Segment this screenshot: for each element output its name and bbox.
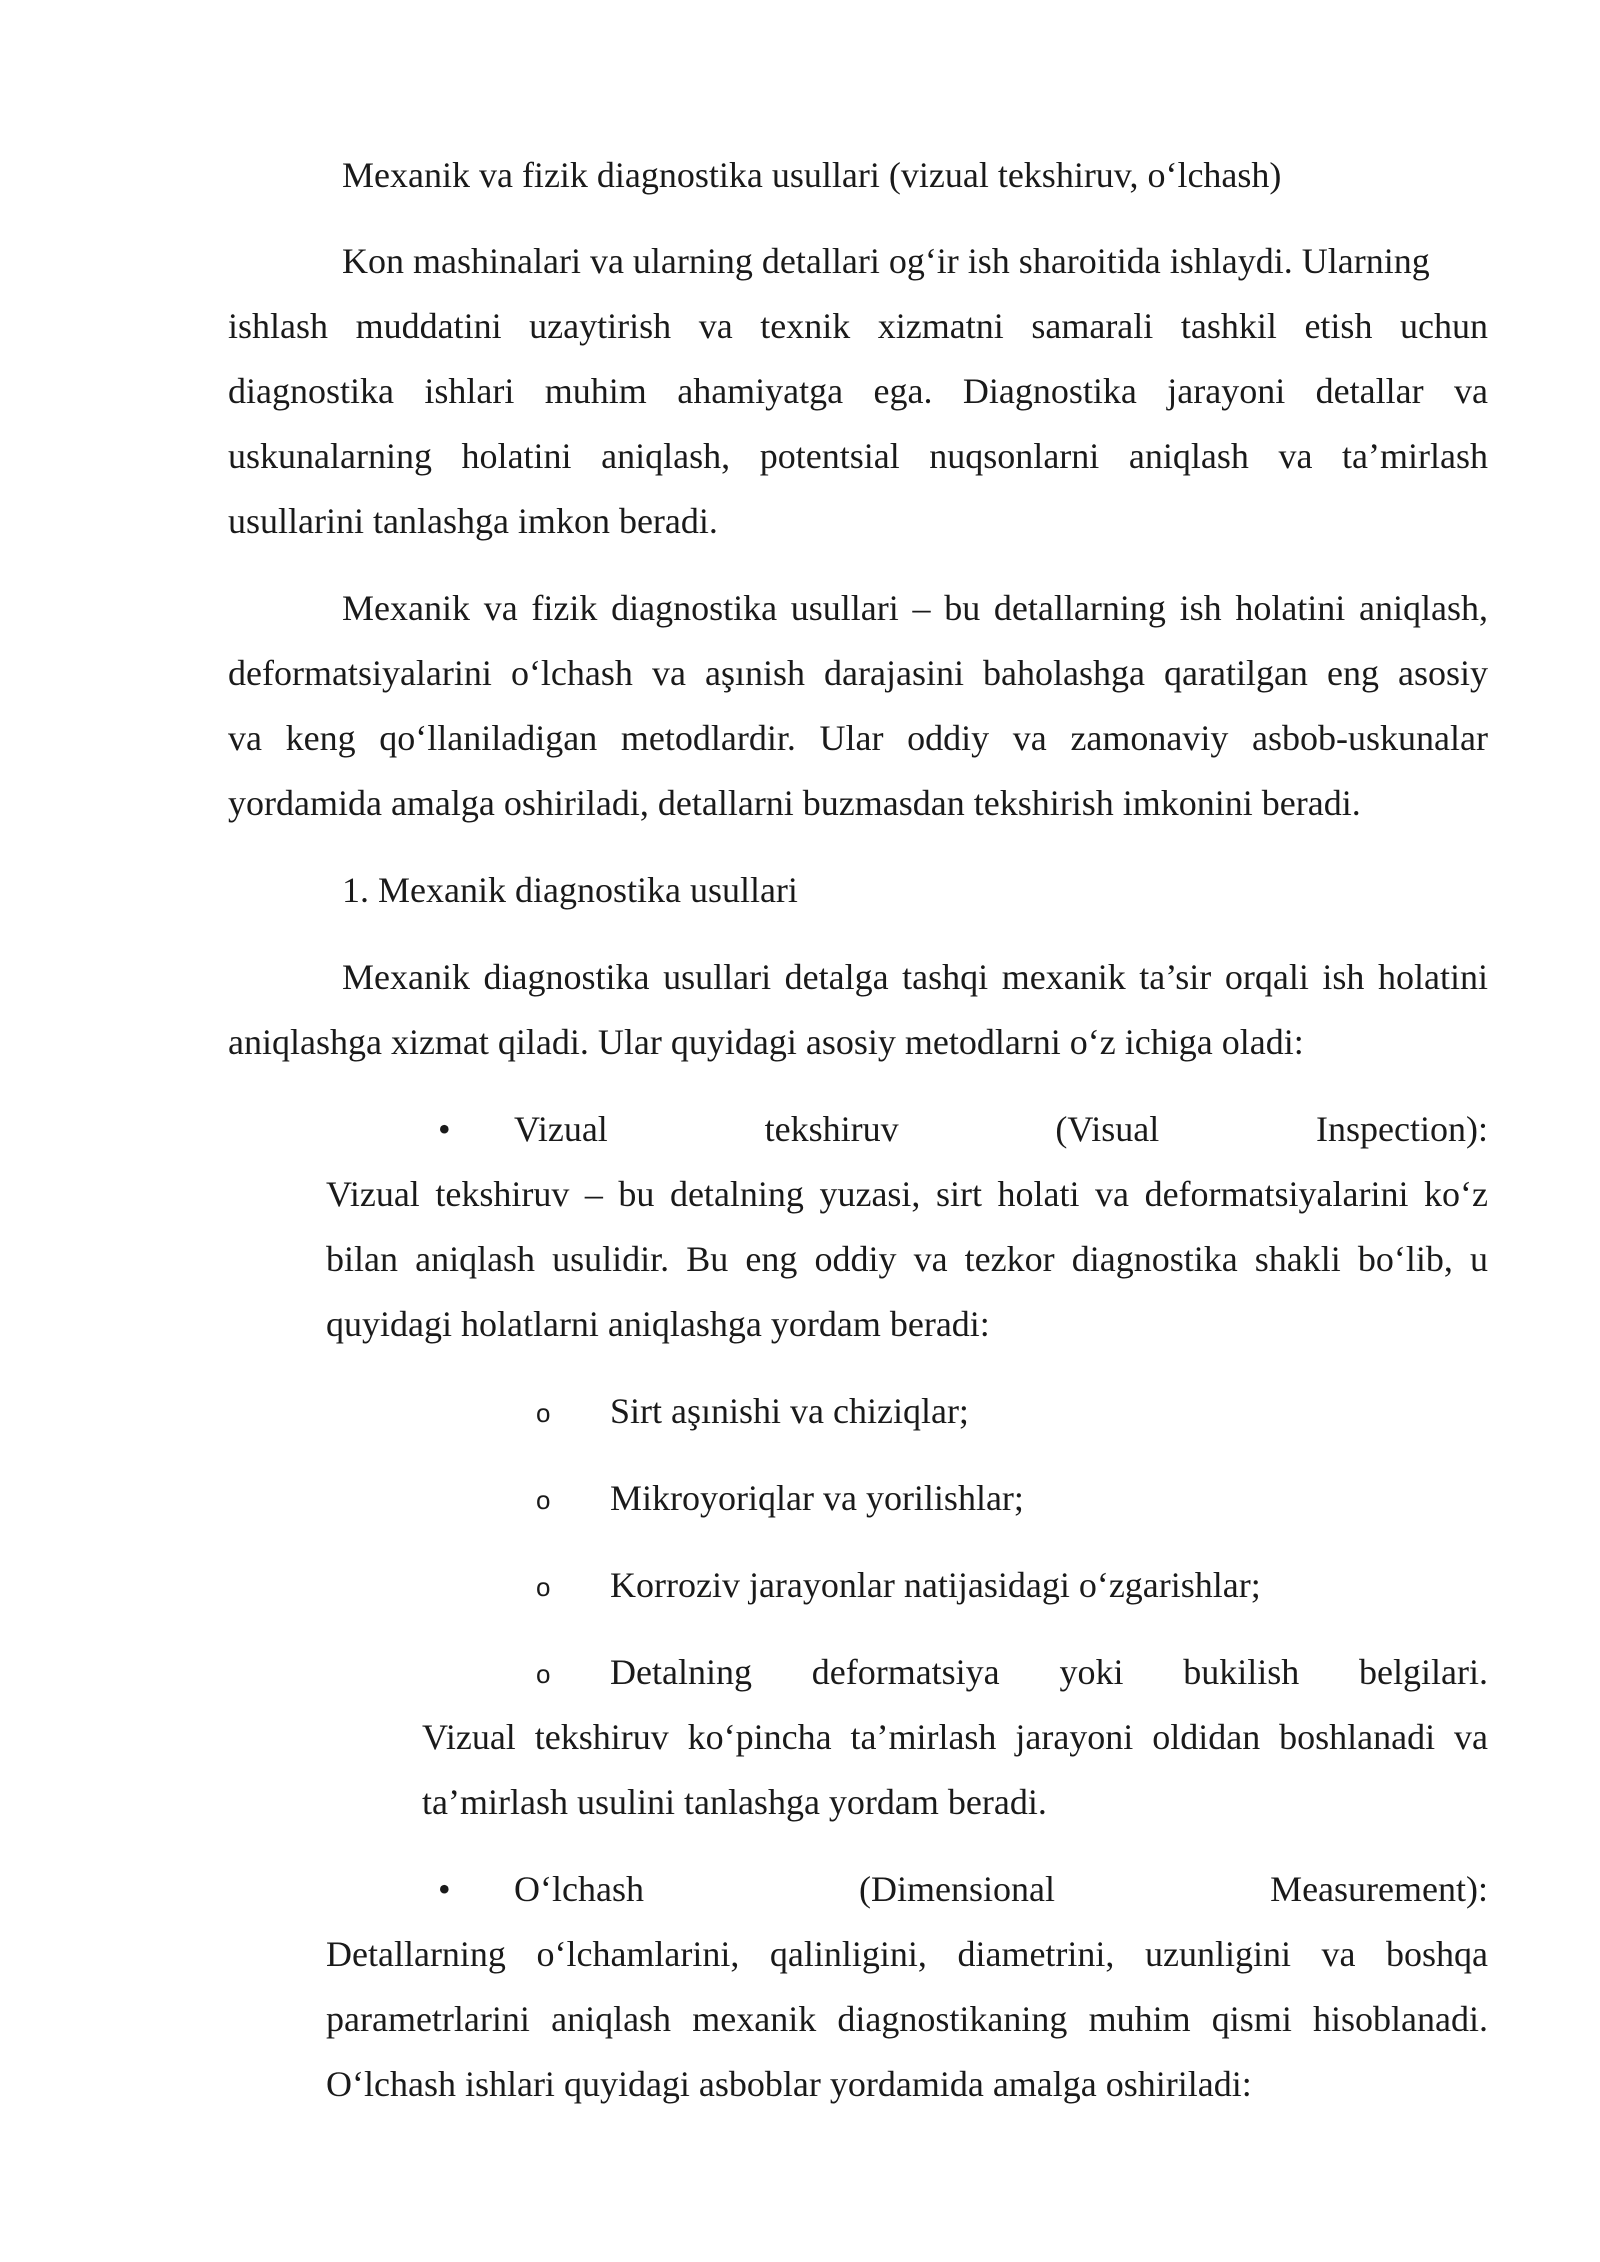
bullet-2-word-1: O‘lchash <box>514 1869 644 1909</box>
bullet-1-word-3: (Visual <box>1055 1109 1160 1149</box>
paragraph-3-line-1: Mexanik diagnostika usullari detalga tashqi mexanik ta’sir orqali ish holatini <box>342 957 1488 997</box>
bullet-2-line-2: Detallarning o‘lchamlarini, qalinligini, diametrini, uzunligini va boshqa <box>326 1934 1488 1974</box>
bullet-1-word-4: Inspection): <box>1316 1109 1488 1149</box>
sub-bullet-4-line-2: Vizual tekshiruv ko‘pincha ta’mirlash jarayoni oldidan boshlanadi va <box>422 1717 1488 1757</box>
paragraph-1-line-5: usullarini tanlashga imkon beradi. <box>228 501 718 541</box>
paragraph-2-line-1: Mexanik va fizik diagnostika usullari – bu detallarning ish holatini aniqlash, <box>342 588 1488 628</box>
bullet-marker: • <box>438 1109 451 1149</box>
paragraph-3-line-2: aniqlashga xizmat qiladi. Ular quyidagi asosiy metodlarni o‘z ichiga oladi: <box>228 1022 1304 1062</box>
bullet-1-word-1: Vizual <box>514 1109 608 1149</box>
bullet-1-title <box>514 1108 1488 1150</box>
paragraph-1-line-4: uskunalarning holatini aniqlash, potentsial nuqsonlarni aniqlash va ta’mirlash <box>228 436 1488 476</box>
text-line: Kon mashinalari va ularning detallari og‘ir ish sharoitida ishlaydi. Ularning <box>342 241 1430 281</box>
sub-bullet-marker: o <box>536 1485 551 1515</box>
bullet-1-line-2: Vizual tekshiruv – bu detalning yuzasi, sirt holati va deformatsiyalarini ko‘z <box>326 1174 1488 1214</box>
bullet-1-line-4: quyidagi holatlarni aniqlashga yordam beradi: <box>326 1304 990 1344</box>
paragraph-1-line-3: diagnostika ishlari muhim ahamiyatga ega. Diagnostika jarayoni detallar va <box>228 371 1488 411</box>
paragraph-2-line-3: va keng qo‘llaniladigan metodlardir. Ular oddiy va zamonaviy asbob-uskunalar <box>228 718 1488 758</box>
sub-bullet-marker: o <box>536 1572 551 1602</box>
paragraph-1-line-1 <box>342 240 1488 282</box>
sub-bullet-4-word-1: Detalning <box>610 1652 752 1692</box>
paragraph-2-line-2: deformatsiyalarini o‘lchash va aşınish darajasini baholashga qaratilgan eng asosiy <box>228 653 1488 693</box>
page-heading: Mexanik va fizik diagnostika usullari (vizual tekshiruv, o‘lchash) <box>342 155 1282 195</box>
sub-bullet-marker: o <box>536 1398 551 1428</box>
sub-bullet-4-line-1 <box>610 1651 1488 1693</box>
bullet-marker: • <box>438 1869 451 1909</box>
bullet-2-title <box>514 1868 1488 1910</box>
sub-bullet-4-line-3: ta’mirlash usulini tanlashga yordam beradi. <box>422 1782 1047 1822</box>
sub-bullet-4-word-2: deformatsiya <box>811 1652 1000 1692</box>
bullet-2-line-4: O‘lchash ishlari quyidagi asboblar yordamida amalga oshiriladi: <box>326 2064 1252 2104</box>
bullet-2-line-3: parametrlarini aniqlash mexanik diagnostikaning muhim qismi hisoblanadi. <box>326 1999 1488 2039</box>
bullet-2-word-3: Measurement): <box>1270 1869 1488 1909</box>
sub-bullet-4-word-5: belgilari. <box>1359 1652 1488 1692</box>
sub-bullet-1: Sirt aşınishi va chiziqlar; <box>610 1391 969 1431</box>
sub-bullet-3: Korroziv jarayonlar natijasidagi o‘zgarishlar; <box>610 1565 1261 1605</box>
paragraph-2-line-4: yordamida amalga oshiriladi, detallarni buzmasdan tekshirish imkonini beradi. <box>228 783 1361 823</box>
sub-bullet-2: Mikroyoriqlar va yorilishlar; <box>610 1478 1024 1518</box>
bullet-2-word-2: (Dimensional <box>859 1869 1055 1909</box>
sub-bullet-4-word-3: yoki <box>1059 1652 1124 1692</box>
bullet-1-line-3: bilan aniqlash usulidir. Bu eng oddiy va tezkor diagnostika shakli bo‘lib, u <box>326 1239 1488 1279</box>
sub-bullet-4-word-4: bukilish <box>1183 1652 1300 1692</box>
sub-bullet-marker: o <box>536 1659 551 1689</box>
paragraph-1-line-2: ishlash muddatini uzaytirish va texnik xizmatni samarali tashkil etish uchun <box>228 306 1488 346</box>
bullet-1-word-2: tekshiruv <box>764 1109 899 1149</box>
section-heading-1: 1. Mexanik diagnostika usullari <box>342 870 798 910</box>
